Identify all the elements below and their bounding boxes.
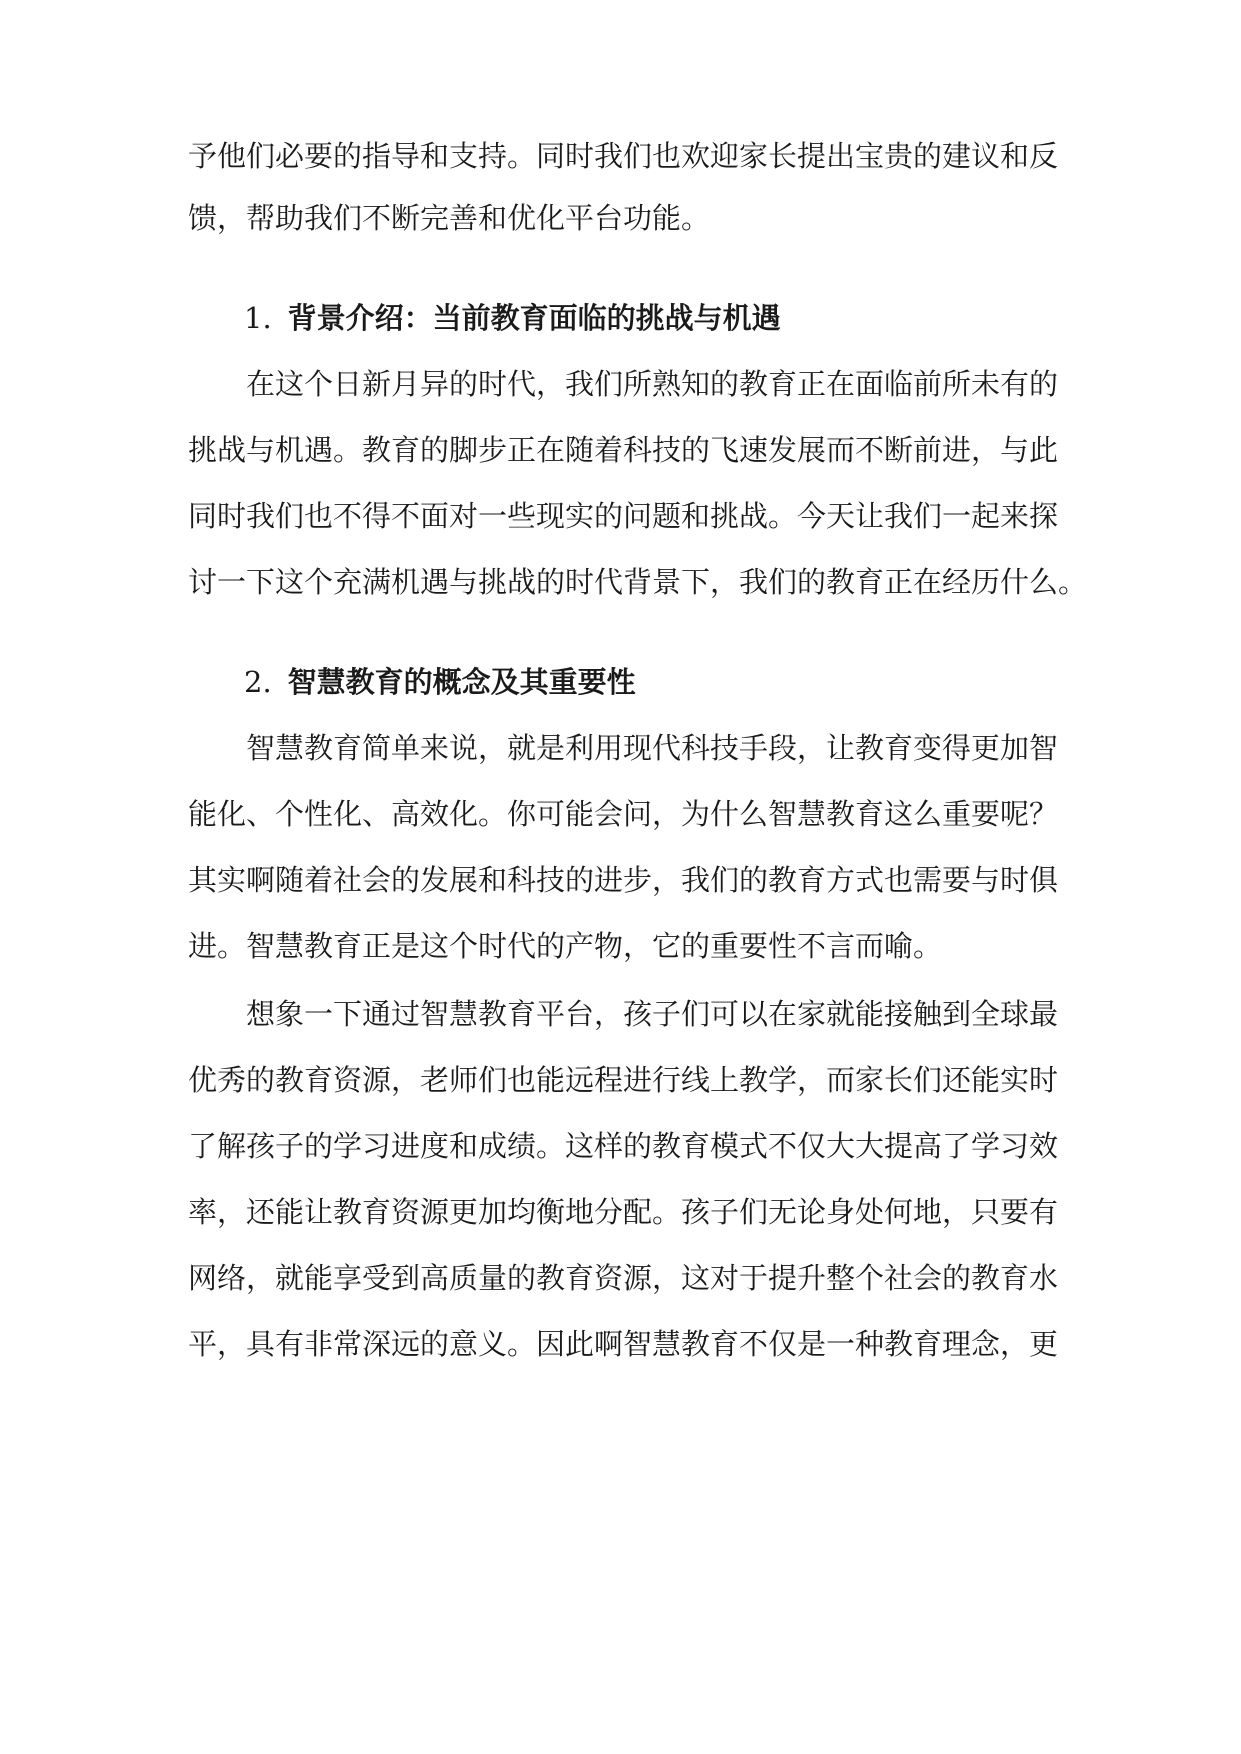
section-2-p2-line-6: 平，具有非常深远的意义。因此啊智慧教育不仅是一种教育理念，更 (188, 1327, 1059, 1361)
section-1-title: 背景介绍：当前教育面临的挑战与机遇 (287, 301, 781, 335)
section-2-p1-line-1: 智慧教育简单来说，就是利用现代科技手段，让教育变得更加智 (188, 731, 1059, 765)
section-2-p1-line-3: 其实啊随着社会的发展和科技的进步，我们的教育方式也需要与时俱 (188, 863, 1059, 897)
section-2-p2-line-2: 优秀的教育资源，老师们也能远程进行线上教学，而家长们还能实时 (188, 1063, 1059, 1097)
section-2-p1-line-4: 进。智慧教育正是这个时代的产物，它的重要性不言而喻。 (188, 929, 943, 963)
section-2-number: 2. (244, 665, 272, 699)
section-1-p1-line-3: 同时我们也不得不面对一些现实的问题和挑战。今天让我们一起来探 (188, 499, 1059, 533)
section-1-heading (244, 298, 781, 338)
section-1-number: 1. (244, 301, 272, 335)
section-2-title: 智慧教育的概念及其重要性 (287, 665, 636, 699)
section-1-p1-line-4: 讨一下这个充满机遇与挑战的时代背景下，我们的教育正在经历什么。 (188, 565, 1088, 599)
section-2-p2-line-4: 率，还能让教育资源更加均衡地分配。孩子们无论身处何地，只要有 (188, 1195, 1059, 1229)
section-2-p2-line-3: 了解孩子的学习进度和成绩。这样的教育模式不仅大大提高了学习效 (188, 1129, 1059, 1163)
section-1-p1-line-1: 在这个日新月异的时代，我们所熟知的教育正在面临前所未有的 (188, 367, 1059, 401)
intro-line-2: 馈，帮助我们不断完善和优化平台功能。 (188, 201, 711, 235)
section-2-p1-line-2: 能化、个性化、高效化。你可能会问，为什么智慧教育这么重要呢？ (188, 797, 1059, 831)
section-2-p2-line-5: 网络，就能享受到高质量的教育资源，这对于提升整个社会的教育水 (188, 1261, 1059, 1295)
section-2-p2-line-1: 想象一下通过智慧教育平台，孩子们可以在家就能接触到全球最 (188, 997, 1059, 1031)
section-1-p1-line-2: 挑战与机遇。教育的脚步正在随着科技的飞速发展而不断前进，与此 (188, 433, 1059, 467)
section-2-heading (244, 662, 636, 702)
intro-line-1: 予他们必要的指导和支持。同时我们也欢迎家长提出宝贵的建议和反 (188, 139, 1059, 173)
